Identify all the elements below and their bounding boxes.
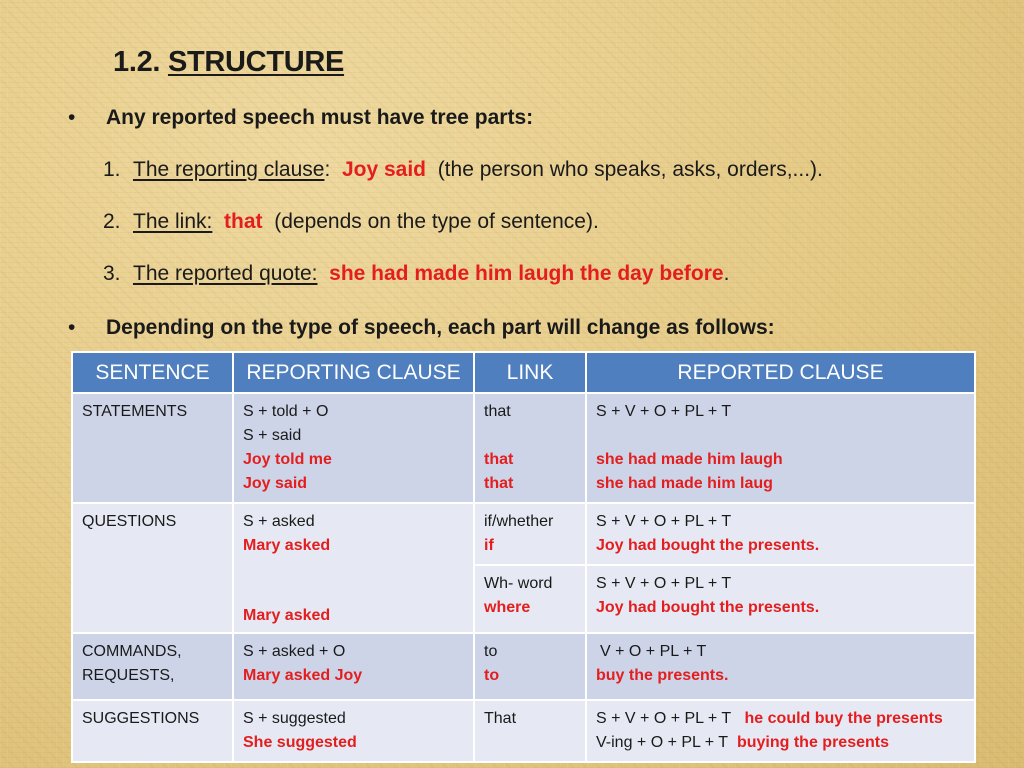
cell-reported xyxy=(586,393,975,503)
link-blank xyxy=(484,424,576,448)
list-number: 2. xyxy=(103,210,121,233)
structure-table xyxy=(71,351,976,763)
reported-formula: S + V + O + PL + T xyxy=(596,710,732,727)
reporting-formula: S + told + O xyxy=(243,403,329,420)
cell-link xyxy=(474,503,586,565)
reporting-formula: S + said xyxy=(243,427,302,444)
reported-blank xyxy=(596,424,965,448)
bullet-text: Any reported speech must have tree parts: xyxy=(106,106,534,129)
cell-reported xyxy=(586,633,975,700)
cell-link xyxy=(474,565,586,633)
list-number: 3. xyxy=(103,262,121,285)
reporting-example: She suggested xyxy=(243,734,357,751)
header-reported-clause: REPORTED CLAUSE xyxy=(586,352,975,393)
list-example: Joy said xyxy=(341,158,427,181)
reported-formula: V + O + PL + T xyxy=(600,643,707,660)
link-formula: if/whether xyxy=(484,513,554,530)
cell-reporting xyxy=(233,633,474,700)
list-number: 1. xyxy=(103,158,121,181)
title-number: 1.2. xyxy=(113,46,168,78)
list-label: The reporting clause xyxy=(133,158,325,181)
link-example: to xyxy=(484,667,500,684)
sentence-type: SUGGESTIONS xyxy=(82,710,200,727)
table-header-row xyxy=(72,352,975,393)
cell-reporting xyxy=(233,700,474,762)
sentence-type: QUESTIONS xyxy=(82,513,177,530)
cell-reported xyxy=(586,503,975,565)
link-example: if xyxy=(484,537,494,554)
table-row-statements xyxy=(72,393,975,503)
reporting-example: Joy said xyxy=(243,475,308,492)
link-example: where xyxy=(484,599,531,616)
cell-reporting xyxy=(233,393,474,503)
reported-example: he could buy the presents xyxy=(744,710,943,727)
link-formula: that xyxy=(484,403,511,420)
reported-example: she had made him laug xyxy=(596,475,773,492)
title-text: STRUCTURE xyxy=(167,46,345,78)
list-rest: (the person who speaks, asks, orders,...). xyxy=(437,158,823,181)
reported-formula: V-ing + O + PL + T xyxy=(596,734,729,751)
list-rest: (depends on the type of sentence). xyxy=(274,210,599,233)
reported-formula: S + V + O + PL + T xyxy=(596,575,732,592)
sentence-type: REQUESTS, xyxy=(82,667,175,684)
header-sentence: SENTENCE xyxy=(72,352,233,393)
header-link: LINK xyxy=(474,352,586,393)
table-row-commands xyxy=(72,633,975,700)
reported-example: Joy had bought the presents. xyxy=(596,599,820,616)
sentence-type: STATEMENTS xyxy=(82,403,188,420)
bullet-dot: • xyxy=(68,316,76,339)
sentence-type: COMMANDS, xyxy=(82,643,182,660)
cell-link xyxy=(474,393,586,503)
cell-reported xyxy=(586,565,975,633)
cell-link xyxy=(474,700,586,762)
cell-reporting xyxy=(233,503,474,633)
list-sep: : xyxy=(324,158,331,181)
list-example: that xyxy=(224,210,263,233)
reported-example: buying the presents xyxy=(736,734,889,751)
bullet-text: Depending on the type of speech, each part will change as follows: xyxy=(106,316,775,339)
cell-sentence xyxy=(72,633,233,700)
reporting-example: Mary asked xyxy=(243,607,331,624)
reported-formula: S + V + O + PL + T xyxy=(596,403,732,420)
cell-sentence xyxy=(72,393,233,503)
reported-example: Joy had bought the presents. xyxy=(596,537,820,554)
reported-line xyxy=(596,707,965,731)
list-example: she had made him laugh the day before xyxy=(329,262,724,285)
link-formula: to xyxy=(484,643,498,660)
link-example: that xyxy=(484,451,514,468)
list-item-1 xyxy=(103,158,823,182)
list-rest: . xyxy=(723,262,730,285)
link-formula: That xyxy=(484,710,517,727)
reporting-formula: S + suggested xyxy=(243,710,346,727)
table-row-suggestions xyxy=(72,700,975,762)
reported-example: buy the presents. xyxy=(596,667,729,684)
reporting-formula: S + asked + O xyxy=(243,643,346,660)
cell-reported xyxy=(586,700,975,762)
reporting-example: Mary asked Joy xyxy=(243,667,363,684)
list-label: The reported quote: xyxy=(133,262,318,285)
link-example: that xyxy=(484,475,514,492)
header-reporting-clause: REPORTING CLAUSE xyxy=(233,352,474,393)
reporting-formula: S + asked xyxy=(243,513,315,530)
bullet-dot: • xyxy=(68,106,76,129)
cell-sentence xyxy=(72,700,233,762)
list-item-2 xyxy=(103,210,599,234)
reported-example: she had made him laugh xyxy=(596,451,783,468)
reporting-example: Mary asked xyxy=(243,537,331,554)
list-item-3 xyxy=(103,262,729,286)
cell-link xyxy=(474,633,586,700)
slide-title xyxy=(113,46,344,79)
reported-formula: S + V + O + PL + T xyxy=(596,513,732,530)
list-label: The link: xyxy=(133,210,213,233)
table-row-questions xyxy=(72,503,975,565)
cell-sentence xyxy=(72,503,233,633)
reported-line xyxy=(596,731,965,755)
link-formula: Wh- word xyxy=(484,575,553,592)
reporting-example: Joy told me xyxy=(243,451,332,468)
